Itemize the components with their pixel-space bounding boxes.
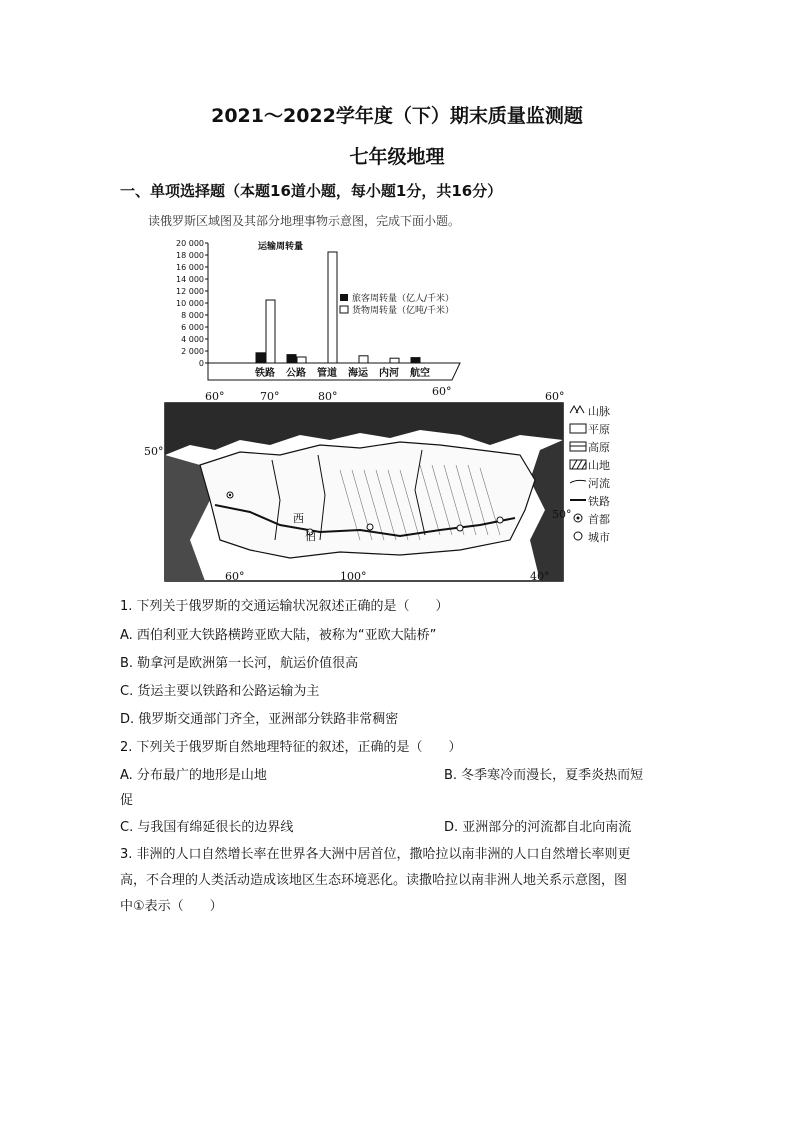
bar-freight [390,358,399,363]
city-marker [497,517,503,523]
category-label: 管道 [317,368,337,379]
lat-label: 50° [552,508,572,521]
y-tick-label: 2 000 [181,347,204,356]
svg-text:城市: 城市 [588,531,610,544]
question-2-option-c[interactable]: C. 与我国有绵延很长的边界线 [120,820,294,835]
exam-subject: 七年级地理 [349,146,445,168]
y-tick-label: 6 000 [181,323,204,332]
legend-freight: 货物周转量（亿吨/千米） [352,306,455,316]
lon-label: 80° [318,390,338,403]
legend-swatch-freight [340,306,348,313]
city-marker [457,525,463,531]
bar-freight [359,356,368,363]
category-label: 航空 [410,368,430,379]
y-tick-label: 4 000 [181,335,204,344]
y-ticks [176,239,208,368]
russia-map [144,385,572,583]
y-tick-label: 10 000 [176,299,204,308]
bar-passenger [411,358,420,363]
y-tick-label: 16 000 [176,263,204,272]
y-tick-label: 18 000 [176,251,204,260]
figure-area [144,239,610,589]
question-3-stem-line-3: 中①表示（ ） [120,899,223,914]
lon-label: 60° [545,390,565,403]
svg-text:首都: 首都 [588,513,610,526]
y-tick-label: 14 000 [176,275,204,284]
lon-label: 60° [432,385,452,398]
question-2-option-b[interactable]: B. 冬季寒冷而漫长，夏季炎热而短 [444,768,644,783]
legend-item-capital [574,512,610,526]
legend-item-plain [570,423,610,436]
section-heading: 一、单项选择题（本题16道小题，每小题1分，共16分） [120,182,503,200]
legend-item-river [570,476,610,490]
legend-passenger: 旅客周转量（亿人/千米） [352,294,455,304]
legend-swatch-passenger [340,294,348,301]
svg-text:山脉: 山脉 [588,405,610,418]
question-2-option-a[interactable]: A. 分布最广的地形是山地 [120,768,267,783]
question-1-option-c[interactable]: C. 货运主要以铁路和公路运输为主 [120,684,320,699]
bar-passenger [287,355,296,363]
question-2-option-d[interactable]: D. 亚洲部分的河流都自北向南流 [444,820,632,835]
exam-title: 2021～2022学年度（下）期末质量监测题 [211,105,583,127]
category-label: 内河 [379,368,399,379]
y-tick-label: 8 000 [181,311,204,320]
category-label: 公路 [286,368,306,379]
svg-text:铁路: 铁路 [588,495,610,508]
map-legend [568,403,658,553]
question-1-stem: 1. 下列关于俄罗斯的交通运输状况叙述正确的是（ ） [120,599,449,614]
question-2-option-b-wrap: 促 [120,793,134,808]
bar-passenger [256,353,265,363]
question-1-option-d[interactable]: D. 俄罗斯交通部门齐全，亚洲部分铁路非常稠密 [120,712,399,727]
question-1-option-b[interactable]: B. 勒拿河是欧洲第一长河，航运价值很高 [120,656,359,671]
question-3-stem-line-2: 高，不合理的人类活动造成该地区生态环境恶化。读撒哈拉以南非洲人地关系示意图，图 [120,873,628,888]
category-label: 海运 [348,368,368,379]
svg-text:河流: 河流 [588,477,610,490]
category-label: 铁路 [255,368,275,379]
transport-bar-chart [176,239,460,380]
transport-chart-and-map [144,239,575,585]
capital-dot [229,494,231,496]
city-marker [367,524,373,530]
question-1-option-a[interactable]: A. 西伯利亚大铁路横跨亚欧大陆，被称为“亚欧大陆桥” [120,628,437,643]
question-3-stem-line-1: 3. 非洲的人口自然增长率在世界各大洲中居首位，撒哈拉以南非洲的人口自然增长率则更 [120,847,631,862]
question-2-stem: 2. 下列关于俄罗斯自然地理特征的叙述，正确的是（ ） [120,740,462,755]
section-intro: 读俄罗斯区域图及其部分地理事物示意图，完成下面小题。 [148,214,461,228]
bar-freight [266,300,275,363]
svg-text:山地: 山地 [588,459,610,472]
lon-label: 100° [340,570,367,583]
chart-title: 运输周转量 [258,242,304,252]
lon-label: 60° [225,570,245,583]
legend-item-city [574,531,610,544]
place-label: 伯 [305,530,316,543]
place-label: 西 [293,512,304,525]
y-tick-label: 20 000 [176,239,204,248]
lon-label: 40° [530,570,550,583]
y-tick-label: 0 [198,359,204,368]
svg-text:高原: 高原 [588,441,610,454]
legend-item-mountain [570,405,610,418]
bar-freight [328,252,337,363]
legend-item-plateau [570,440,610,454]
lon-label: 70° [260,390,280,403]
y-tick-label: 12 000 [176,287,204,296]
lat-label: 50° [144,445,164,458]
legend-item-railway [570,494,610,508]
russia-land [200,442,535,558]
bar-freight [297,357,306,363]
svg-text:平原: 平原 [588,423,610,436]
legend-item-mountainland [570,458,610,472]
lon-label: 60° [205,390,225,403]
